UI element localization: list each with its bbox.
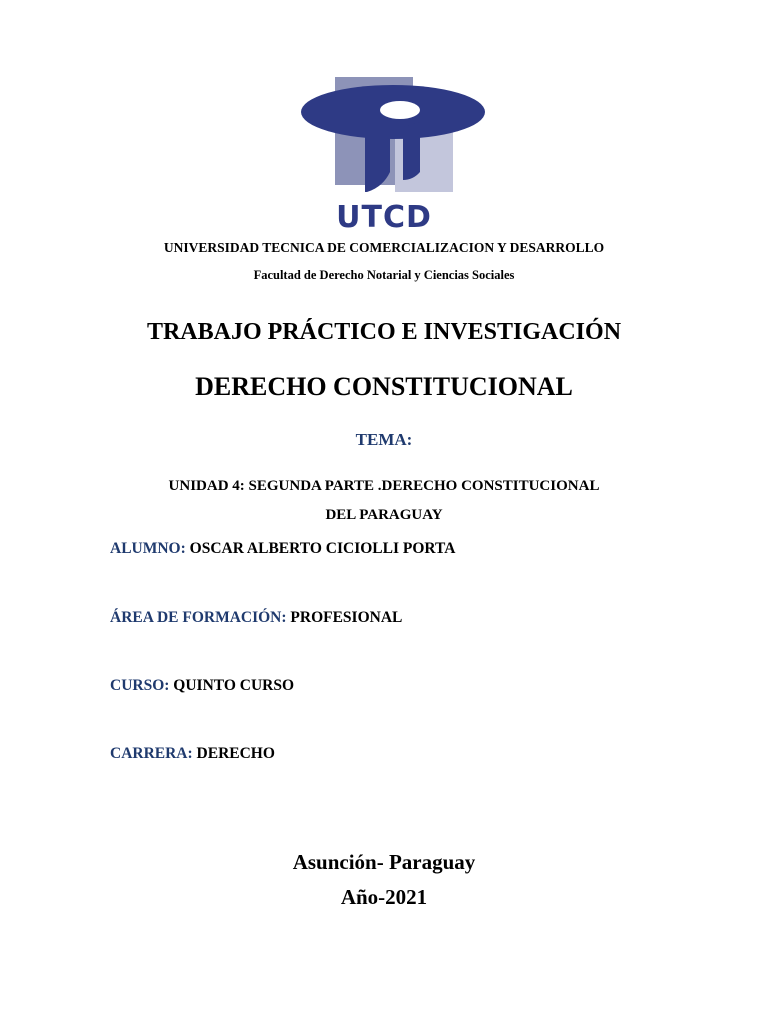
- course-title: DERECHO CONSTITUCIONAL: [195, 372, 573, 401]
- field-curso: [110, 677, 294, 695]
- document-title: TRABAJO PRÁCTICO E INVESTIGACIÓN: [146, 319, 622, 345]
- field-curso-label: CURSO:: [110, 677, 170, 694]
- logo-stem-right: [403, 122, 420, 180]
- field-carrera: [110, 745, 275, 763]
- field-alumno: [110, 540, 455, 558]
- faculty-name: Facultad de Derecho Notarial y Ciencias Sociales: [253, 268, 515, 282]
- tema-text-line2: DEL PARAGUAY: [325, 507, 443, 523]
- tema-text-line1: UNIDAD 4: SEGUNDA PARTE .DERECHO CONSTITUCIONAL: [168, 478, 600, 494]
- field-alumno-label: ALUMNO:: [110, 540, 186, 557]
- field-carrera-value: DERECHO: [196, 745, 275, 762]
- field-area-value: PROFESIONAL: [290, 609, 403, 626]
- tema-text: [0, 472, 768, 530]
- university-name: UNIVERSIDAD TECNICA DE COMERCIALIZACION Y DESARROLLO: [163, 240, 605, 255]
- field-area-label: ÁREA DE FORMACIÓN:: [110, 609, 287, 626]
- field-carrera-label: CARRERA:: [110, 745, 193, 762]
- logo-wordmark: UTCD: [336, 200, 432, 235]
- footer-year: Año-2021: [340, 885, 428, 909]
- footer-city: Asunción- Paraguay: [292, 850, 476, 874]
- field-area: [110, 609, 402, 627]
- logo-ellipse-hole: [380, 101, 420, 119]
- field-alumno-value: OSCAR ALBERTO CICIOLLI PORTA: [189, 540, 456, 557]
- field-curso-value: QUINTO CURSO: [173, 677, 295, 694]
- tema-label: TEMA:: [355, 430, 413, 449]
